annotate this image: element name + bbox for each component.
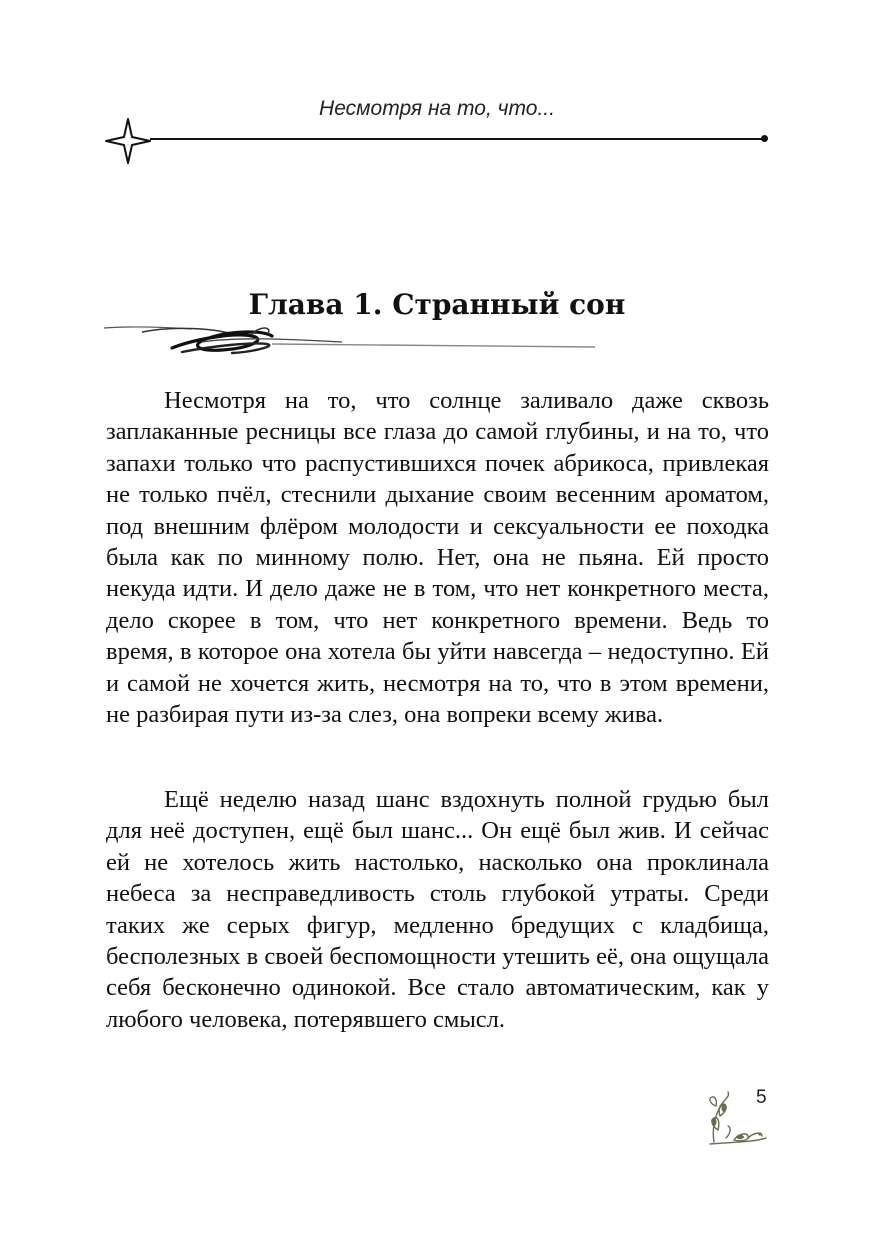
floral-vine-icon xyxy=(704,1090,768,1148)
page-number: 5 xyxy=(756,1087,767,1108)
paragraph: Ещё неделю назад шанс вздохнуть полной грудью был для неё доступен, ещё был шанс... Он ещё был жив. И сейчас ей не хотелось жить настолько, насколько она проклинала небеса за несправедливость столь глубокой утраты. Среди таких же серых фигур, медленно бредущих с кладбища, бесполезных в своей беспомощности утешить её, она ощущала себя бесконечно одинокой. Все стало автоматическим, как у любого человека, потерявшего смысл. xyxy=(106,786,769,1033)
chapter-title: Глава 1. Странный сон xyxy=(248,288,626,321)
running-header: Несмотря на то, что... xyxy=(319,97,555,120)
four-point-star-icon xyxy=(104,117,152,165)
header-rule xyxy=(150,138,766,140)
paragraph: Несмотря на то, что солнце заливало даже сквозь заплаканные ресницы все глаза до самой глубины, и на то, что запахи только что распустившихся почек абрикоса, привлекая не только пчёл, стеснили дыхание своим весенним ароматом, под внешним флёром молодости и сексуальности ее походка была как по минному полю. Нет, она не пьяна. Ей просто некуда идти. И дело даже не в том, что нет конкретного места, дело скорее в том, что нет конкретного времени. Ведь то время, в которое она хотела бы уйти навсегда – недоступно. Ей и самой не хочется жить, несмотря на то, что в этом времени, не разбирая пути из-за слез, она вопреки всему жива. xyxy=(106,387,769,729)
header-rule-end-dot xyxy=(761,135,768,142)
pen-swash-icon xyxy=(102,322,597,358)
